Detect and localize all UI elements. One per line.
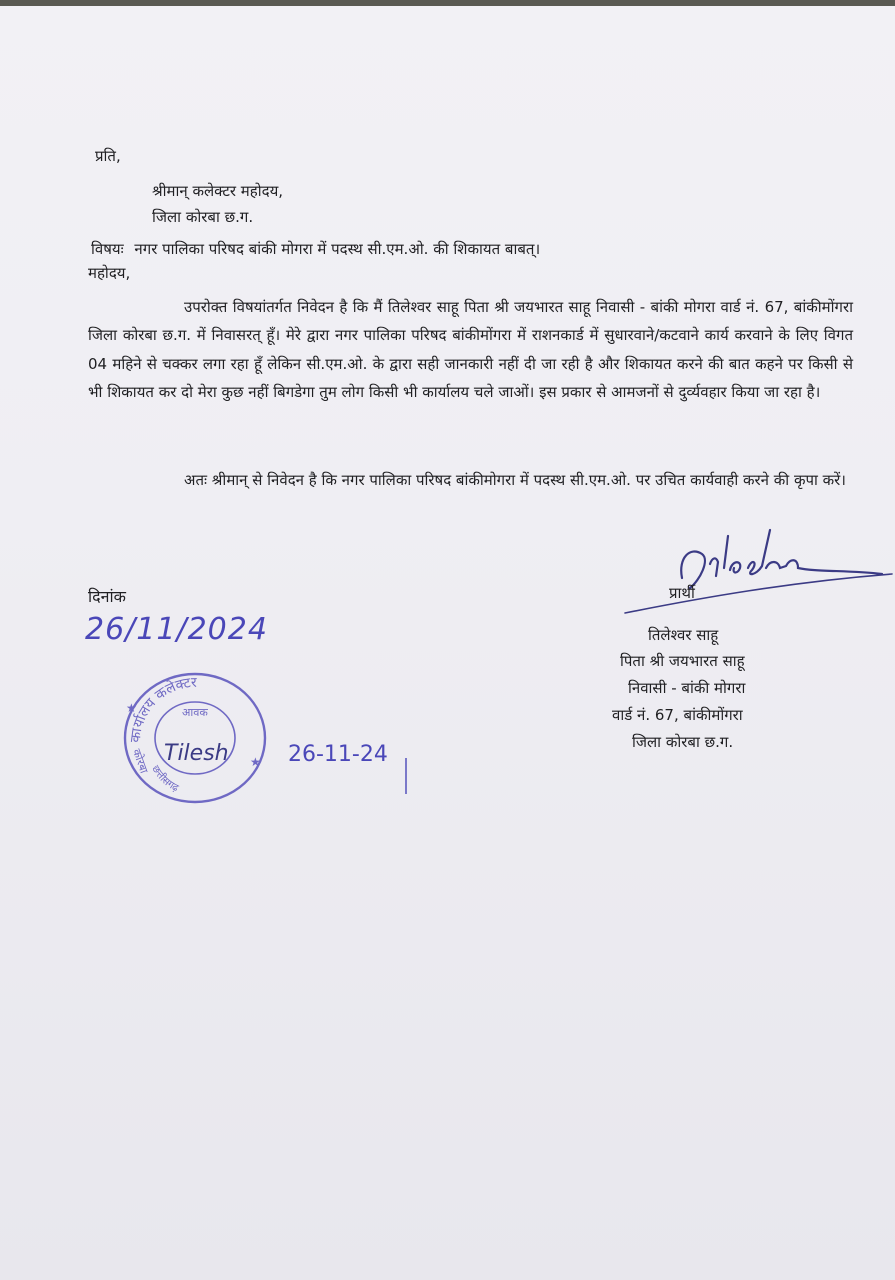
applicant-label: प्रार्थी: [669, 584, 695, 602]
recipient-line-1: श्रीमान् कलेक्टर महोदय,: [152, 182, 284, 200]
body-paragraph-2: अतः श्रीमान् से निवेदन है कि नगर पालिका परिषद बांकीमोगरा में पदस्थ सी.एम.ओ. पर उचित कार्यवाही करने की कृपा करें।: [184, 471, 846, 489]
stamp-star-left-icon: ★: [126, 701, 137, 715]
date-label: दिनांक: [88, 587, 126, 606]
date-underline-tick: [402, 756, 410, 796]
subject-label: विषयः: [91, 240, 124, 258]
stamp-signature-text: Tilesh: [164, 741, 229, 766]
applicant-district: जिला कोरबा छ.ग.: [632, 733, 734, 751]
date-handwritten: 26/11/2024: [85, 612, 268, 647]
greeting: महोदय,: [88, 264, 131, 282]
applicant-residence: निवासी - बांकी मोगरा: [628, 679, 746, 697]
stamp-bottom-text: छत्तीसगढ़: [149, 763, 181, 795]
stamp-outer-text: कार्यालय कलेक्टर: [127, 674, 197, 744]
stamp-inner-text: आवक: [182, 706, 208, 719]
collector-office-stamp: [120, 668, 270, 808]
subject-line: [91, 239, 540, 259]
stamp-received-date: 26-11-24: [288, 742, 388, 767]
applicant-name: तिलेश्वर साहू: [648, 626, 719, 644]
subject-text: नगर पालिका परिषद बांकी मोगरा में पदस्थ सी.एम.ओ. की शिकायत बाबत्।: [134, 240, 541, 258]
page-top-edge: [0, 0, 895, 6]
stamp-bottom-left-text: कोरबा: [129, 747, 151, 776]
applicant-ward: वार्ड नं. 67, बांकीमोंगरा: [612, 706, 743, 724]
salutation-to: प्रति,: [95, 147, 121, 165]
stamp-star-right-icon: ★: [250, 755, 261, 769]
applicant-father: पिता श्री जयभारत साहू: [620, 652, 745, 670]
body-paragraph-1: उपरोक्त विषयांतर्गत निवेदन है कि मैं तिलेश्वर साहू पिता श्री जयभारत साहू निवासी - बांकी मोगरा वार्ड नं. 67, बांकीमोंगरा जिला कोरबा छ.ग. में निवासरत् हूँ। मेरे द्वारा नगर पालिका परिषद बांकीमोंगरा में राशनकार्ड में सुधारवाने/कटवाने कार्य करवाने के लिए विगत 04 महिने से चक्कर लगा रहा हूँ लेकिन सी.एम.ओ. के द्वारा सही जानकारी नहीं दी जा रही है और शिकायत करने की बात कहने पर किसी से भी शिकायत कर दो मेरा कुछ नहीं बिगडेगा तुम लोग किसी भी कार्यालय चले जाओं। इस प्रकार से आमजनों से दुर्व्यवहार किया जा रहा है।: [88, 298, 853, 401]
recipient-line-2: जिला कोरबा छ.ग.: [152, 208, 254, 226]
applicant-signature: [620, 518, 895, 618]
